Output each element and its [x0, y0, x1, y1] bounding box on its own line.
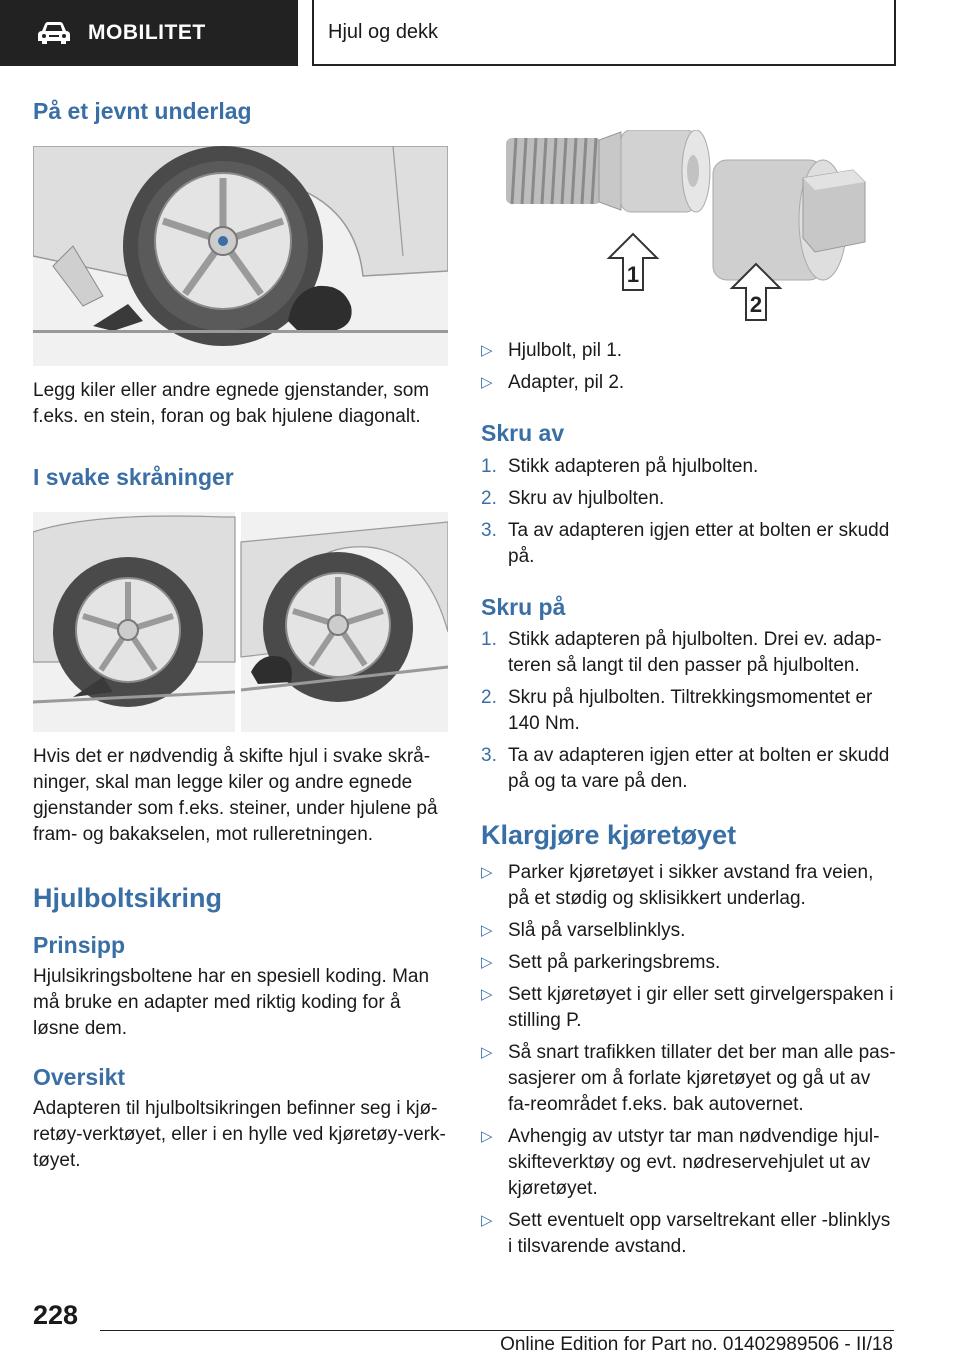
list-item: ▷ Så snart trafikken tillater det ber man alle pas-sasjerer om å forlate kjøretøyet og gå ut av fa-reområdet f.eks. bak autovernet. [481, 1041, 896, 1115]
paragraph-flat-ground: Legg kiler eller andre egnede gjenstander, som f.eks. en stein, foran og bak hjulene diagonalt. [33, 380, 430, 427]
triangle-marker-icon: ▷ [481, 342, 493, 359]
triangle-marker-icon: ▷ [481, 953, 493, 971]
list-item: ▷ Sett kjøretøyet i gir eller sett girvelgerspaken i stilling P. [481, 983, 894, 1031]
triangle-marker-icon: ▷ [481, 863, 493, 881]
page-number: 228 [33, 1300, 79, 1330]
bolt-adapter-illustration [481, 130, 897, 330]
heading-flat-ground: På et jevnt underlag [33, 98, 252, 124]
triangle-marker-icon: ▷ [481, 985, 493, 1003]
step-item: 2. Skru av hjulbolten. [481, 487, 665, 509]
topic-box [312, 0, 896, 66]
heading-unscrew: Skru av [481, 420, 565, 446]
left-column [33, 98, 448, 1174]
list-item: ▷ Sett eventuelt opp varseltrekant eller -blinklys i tilsvarende avstand. [481, 1209, 891, 1257]
list-item: ▷ Parker kjøretøyet i sikker avstand fra veien, på et stødig og sklisikkert underlag. [481, 861, 874, 909]
list-item: ▷ Adapter, pil 2. [481, 370, 897, 396]
paragraph-principle: Hjulsikringsboltene har en spesiell koding. Man må bruke en adapter med riktig koding for å løsne dem. [33, 965, 430, 1039]
heading-slope: I svake skråninger [33, 464, 234, 490]
screw-on-steps [481, 627, 897, 795]
right-column [481, 130, 897, 1260]
heading-principle: Prinsipp [33, 932, 126, 959]
list-item: ▷ Sett på parkeringsbrems. [481, 950, 897, 976]
list-item: ▷ Hjulbolt, pil 1. [481, 338, 897, 364]
page-header [0, 0, 960, 66]
heading-screw-on: Skru på [481, 593, 566, 620]
step-item: 2. Skru på hjulbolten. Tiltrekkingsmomentet er 140 Nm. [481, 687, 873, 735]
unscrew-steps [481, 454, 897, 570]
car-icon [36, 21, 72, 45]
list-item: ▷ Avhengig av utstyr tar man nødvendige hjul-skifteverktøy og evt. nødreservehjulet ut av kjøretøyet. [481, 1125, 880, 1199]
step-item: 1. Stikk adapteren på hjulbolten. Drei ev. adap-teren så langt til den passer på hjulbolten. [481, 629, 882, 677]
arrow-1-label: 1 [626, 262, 640, 287]
paragraph-slope: Hvis det er nødvendig å skifte hjul i svake skrå-ninger, skal man legge kiler og andre egnede gjenstander som f.eks. steiner, under hjulene på fram- og bakakselen, mot rulleretningen. [33, 746, 438, 845]
step-item: 3. Ta av adapteren igjen etter at bolten er skudd på. [481, 519, 890, 567]
prepare-list [481, 860, 897, 1260]
heading-wheel-lock: Hjulboltsikring [33, 883, 222, 913]
flat-ground-illustration [33, 146, 448, 366]
triangle-marker-icon: ▷ [481, 374, 493, 391]
heading-prepare-vehicle: Klargjøre kjøretøyet [481, 820, 737, 851]
heading-overview: Oversikt [33, 1063, 126, 1090]
triangle-marker-icon: ▷ [481, 1127, 493, 1145]
step-item: 1. Stikk adapteren på hjulbolten. [481, 455, 759, 477]
triangle-marker-icon: ▷ [481, 1211, 493, 1229]
section-title: MOBILITET [88, 21, 206, 44]
list-item: ▷ Slå på varselblinklys. [481, 918, 897, 944]
topic-title: Hjul og dekk [328, 20, 439, 43]
paragraph-overview: Adapteren til hjulboltsikringen befinner seg i kjø-retøy-verktøyet, eller i en hylle ved kjøretøy-verk-tøyet. [33, 1097, 446, 1171]
arrow-2-label: 2 [749, 292, 763, 317]
slope-illustration [33, 512, 448, 732]
section-tab [0, 0, 298, 66]
figure-legend [481, 338, 897, 396]
triangle-marker-icon: ▷ [481, 1043, 493, 1061]
footer-divider [100, 1330, 894, 1331]
step-item: 3. Ta av adapteren igjen etter at bolten er skudd på og ta vare på den. [481, 745, 890, 793]
edition-text: Online Edition for Part no. 01402989506 - II/18 [500, 1334, 893, 1355]
triangle-marker-icon: ▷ [481, 921, 493, 939]
